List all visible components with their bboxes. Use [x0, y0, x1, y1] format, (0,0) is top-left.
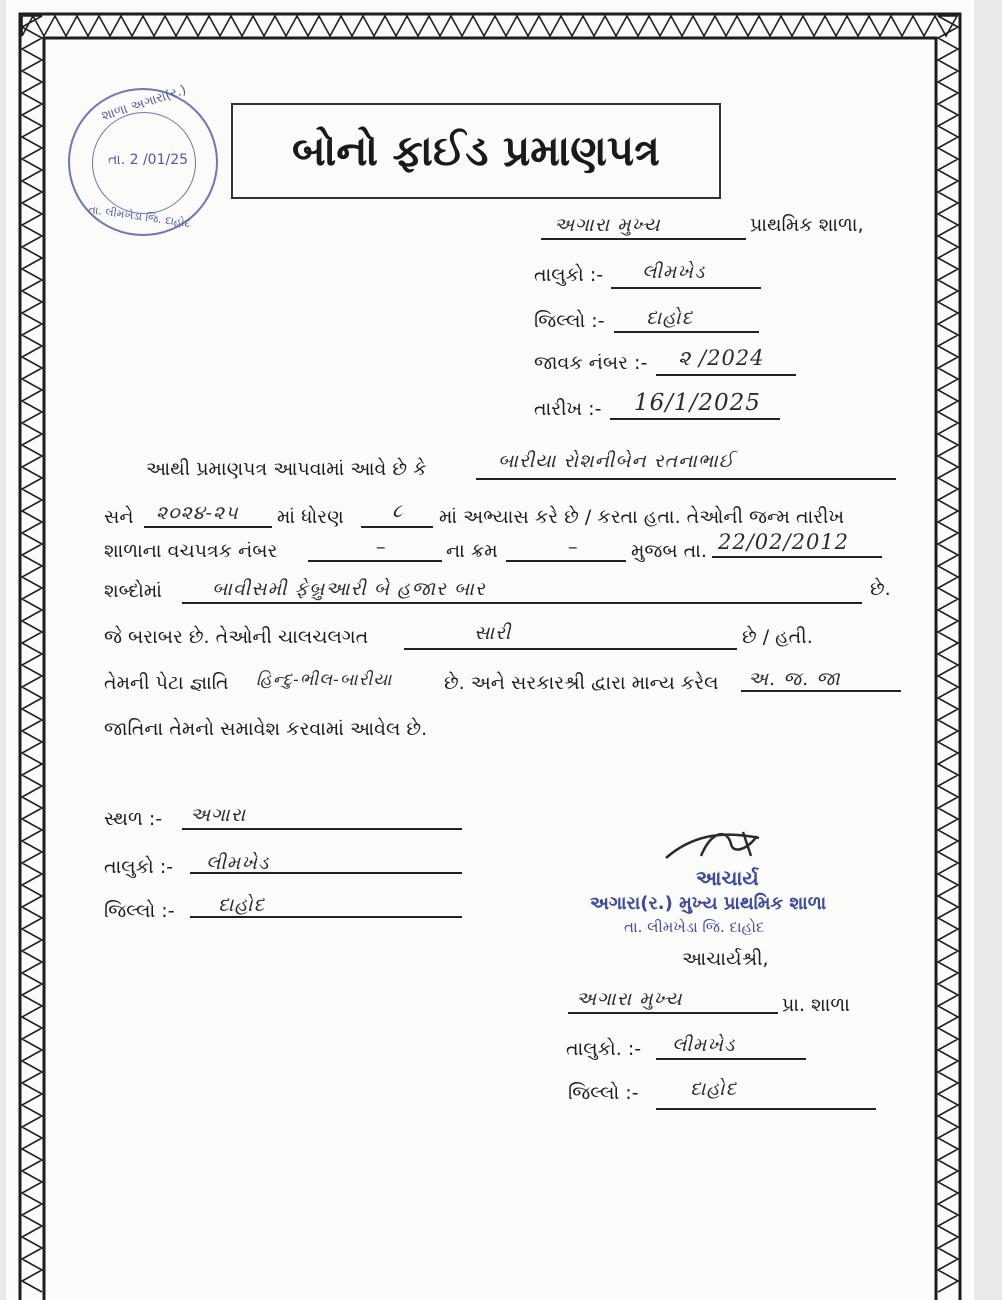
taluka-value: લીમખેડ — [642, 261, 706, 283]
signature-taluka-label: તાલુકો. :- — [566, 1038, 642, 1060]
student-name-value: બારીયા રોશનીબેન રતનાભાઈ — [498, 450, 735, 472]
words-label: શબ્દોમાં — [104, 580, 162, 602]
signature-taluka-value: લીમખેડ — [672, 1034, 736, 1056]
certificate-title: બોનો ફાઈડ પ્રમાણપત્ર — [231, 103, 721, 199]
place-taluka-value: લીમખેડ — [206, 852, 270, 874]
conduct-label: જે બરાબર છે. તેઓની ચાલચલગત — [104, 626, 369, 648]
caste-value: હિન્દુ-ભીલ-બારીયા — [256, 670, 393, 690]
place-taluka-label: તાલુકો :- — [104, 856, 174, 878]
signature-school-value: અગારા મુખ્ય — [576, 988, 683, 1010]
seal-title: આચાર્ય — [696, 866, 759, 890]
district-value: દાહોદ — [646, 307, 694, 329]
school-suffix: પ્રાથમિક શાળા, — [750, 214, 864, 236]
outward-number-label: જાવક નંબર :- — [534, 352, 648, 374]
category-value: અ. જ. જા — [748, 668, 841, 690]
conduct-value: સારી — [474, 622, 512, 644]
caste-closing-line: જાતિના તેમનો સમાવેશ કરવામાં આવેલ છે. — [104, 718, 428, 740]
stamp-date-mark: તા. 2 /01/25 — [108, 152, 189, 168]
stamp-top-text: શાળા અગારા(ર.) — [99, 82, 189, 125]
taluka-label: તાલુકો :- — [534, 264, 604, 286]
conduct-suffix: છે / હતી. — [742, 626, 813, 648]
principal-label: આચાર્યશ્રી, — [682, 948, 769, 970]
place-value: અગારા — [190, 804, 247, 826]
signature-district-label: જિલ્લો :- — [568, 1082, 639, 1104]
year-value: ૨૦૨૪-૨૫ — [156, 502, 239, 524]
caste-label: તેમની પેટા જ્ઞાતિ — [104, 672, 229, 694]
serial-label: ના ક્રમ — [446, 540, 498, 562]
dob-value: 22/02/2012 — [718, 530, 850, 554]
principal-signature — [661, 826, 776, 866]
year-label: સને — [104, 506, 134, 528]
dob-label: મુજબ તા. — [631, 540, 707, 562]
place-district-label: જિલ્લો :- — [104, 900, 175, 922]
signature-school-suffix: પ્રા. શાળા — [782, 994, 850, 1016]
date-value: 16/1/2025 — [634, 390, 761, 416]
date-label: તારીખ :- — [534, 398, 602, 420]
seal-school-name: અગારા(ર.) મુખ્ય પ્રાથમિક શાળા — [590, 893, 827, 914]
seal-address: તા. લીમખેડા જિ. દાહોદ — [624, 918, 765, 936]
standard-suffix: માં અભ્યાસ કરે છે / કરતા હતા. તેઓની જન્મ તારીખ — [439, 506, 845, 528]
register-value: – — [376, 536, 387, 558]
body-intro: આથી પ્રમાણપત્ર આપવામાં આવે છે કે — [146, 458, 427, 480]
place-district-value: દાહોદ — [218, 894, 266, 916]
certificate-page — [6, 0, 974, 1300]
school-stamp — [68, 82, 218, 236]
stamp-bottom-text: તા. લીમખેડા જિ. દાહોદ — [87, 202, 192, 231]
standard-value: ૮ — [392, 500, 404, 522]
register-label: શાળાના વચપત્રક નંબર — [104, 540, 278, 562]
outward-number-value: ૨ /2024 — [678, 346, 765, 370]
school-name-value: અગારા મુખ્ય — [554, 214, 661, 236]
standard-label: માં ધોરણ — [277, 506, 344, 528]
district-label: જિલ્લો :- — [534, 310, 605, 332]
dob-in-words-value: બાવીસમી ફેબ્રુઆરી બે હજાર બાર — [212, 578, 486, 600]
serial-value: – — [568, 536, 579, 558]
signature-district-value: દાહોદ — [690, 1078, 738, 1100]
place-label: સ્થળ :- — [104, 808, 163, 830]
caste-middle-text: છે. અને સરકારશ્રી દ્વારા માન્ય કરેલ — [444, 672, 719, 694]
words-suffix: છે. — [870, 578, 891, 600]
